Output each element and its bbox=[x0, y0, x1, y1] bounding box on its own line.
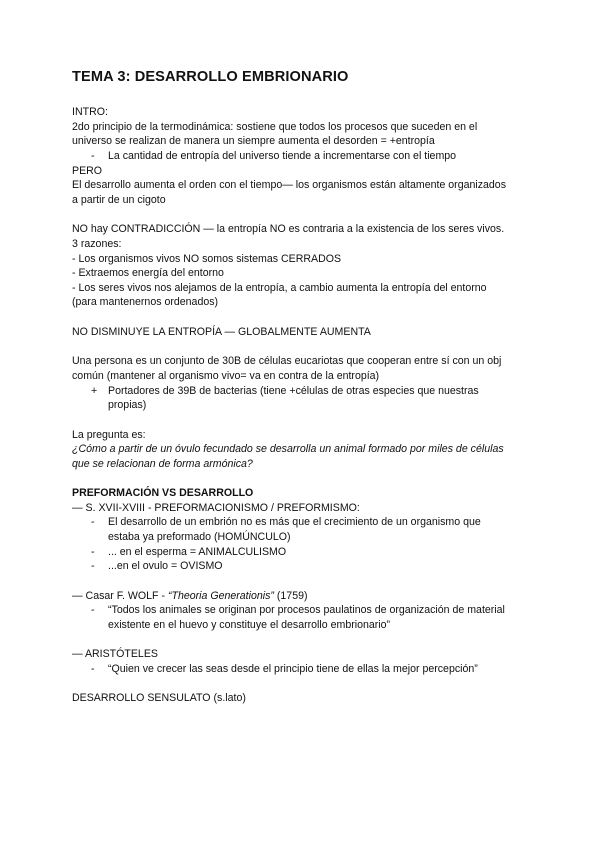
wolf-line bbox=[72, 589, 308, 604]
contradiccion-line-2: 3 razones: bbox=[72, 238, 122, 250]
no-disminuye-line: NO DISMINUYE LA ENTROPÍA — GLOBALMENTE AUMENTA bbox=[72, 326, 371, 338]
preformacion-bullet-marker-1: - bbox=[91, 516, 95, 528]
preformacion-bullet-marker-2: - bbox=[91, 546, 95, 558]
intro-line-3: El desarrollo aumenta el orden con el tiempo— los organismos están altamente organizados bbox=[72, 179, 506, 191]
preformacion-subheading: — S. XVII-XVIII - PREFORMACIONISMO / PREFORMISMO: bbox=[72, 502, 360, 514]
wolf-year: (1759) bbox=[273, 590, 308, 602]
intro-bullet: La cantidad de entropía del universo tiende a incrementarse con el tiempo bbox=[108, 150, 457, 162]
contradiccion-line-4: - Extraemos energía del entorno bbox=[72, 267, 224, 279]
persona-bullet-line-1: Portadores de 39B de bacterias (tiene +células de otras especies que nuestras bbox=[108, 385, 479, 397]
pregunta-line-2: que se relacionan de forma armónica? bbox=[72, 458, 253, 470]
contradiccion-line-1: NO hay CONTRADICCIÓN — la entropía NO es contraria a la existencia de los seres vivos. bbox=[72, 223, 505, 235]
wolf-work-title: “Theoria Generationis” bbox=[167, 590, 274, 602]
persona-line-1: Una persona es un conjunto de 30B de células eucariotas que cooperan entre sí con un obj bbox=[72, 355, 502, 367]
intro-line-2: universo se realizan de manera un siempre aumenta el desorden = +entropía bbox=[72, 135, 435, 147]
pregunta-line-1: ¿Cómo a partir de un óvulo fecundado se desarrolla un animal formado por miles de células bbox=[72, 443, 504, 455]
intro-line-1: 2do principio de la termodinámica: sostiene que todos los procesos que suceden en el bbox=[72, 121, 478, 133]
aristoteles-heading: — ARISTÓTELES bbox=[72, 648, 158, 660]
aristoteles-quote: “Quien ve crecer las seas desde el principio tiene de ellas la mejor percepción” bbox=[108, 663, 478, 675]
contradiccion-line-3: - Los organismos vivos NO somos sistemas CERRADOS bbox=[72, 253, 342, 265]
persona-line-2: común (mantener al organismo vivo= va en contra de la entropía) bbox=[72, 370, 380, 382]
intro-bullet-marker: - bbox=[91, 150, 95, 162]
pregunta-label: La pregunta es: bbox=[72, 429, 146, 441]
preformacion-bullet-1-line-1: El desarrollo de un embrión no es más que el crecimiento de un organismo que bbox=[108, 516, 481, 528]
wolf-bullet-line-2: existente en el huevo y constituye el desarrollo embrionario” bbox=[108, 619, 391, 631]
intro-pero: PERO bbox=[72, 165, 103, 177]
intro-heading: INTRO: bbox=[72, 106, 108, 118]
preformacion-heading: PREFORMACIÓN VS DESARROLLO bbox=[72, 487, 254, 499]
aristoteles-bullet-marker: - bbox=[91, 663, 95, 675]
preformacion-bullet-2: ... en el esperma = ANIMALCULISMO bbox=[108, 546, 287, 558]
wolf-prefix: — Casar F. WOLF - bbox=[72, 590, 168, 602]
preformacion-bullet-marker-3: - bbox=[91, 560, 95, 572]
desarrollo-sensulato: DESARROLLO SENSULATO (s.lato) bbox=[72, 692, 246, 704]
contradiccion-line-5: - Los seres vivos nos alejamos de la entropía, a cambio aumenta la entropía del entorno bbox=[72, 282, 487, 294]
wolf-bullet-line-1: “Todos los animales se originan por procesos paulatinos de organización de material bbox=[108, 604, 505, 616]
persona-bullet-marker: + bbox=[91, 385, 98, 397]
wolf-bullet-marker: - bbox=[91, 604, 95, 616]
intro-line-4: a partir de un cigoto bbox=[72, 194, 166, 206]
page-title: TEMA 3: DESARROLLO EMBRIONARIO bbox=[72, 69, 349, 85]
preformacion-bullet-1-line-2: estaba ya preformado (HOMÚNCULO) bbox=[108, 531, 291, 543]
persona-bullet-line-2: propias) bbox=[108, 399, 147, 411]
contradiccion-line-6: (para mantenernos ordenados) bbox=[72, 296, 219, 308]
preformacion-bullet-3: ...en el ovulo = OVISMO bbox=[108, 560, 223, 572]
